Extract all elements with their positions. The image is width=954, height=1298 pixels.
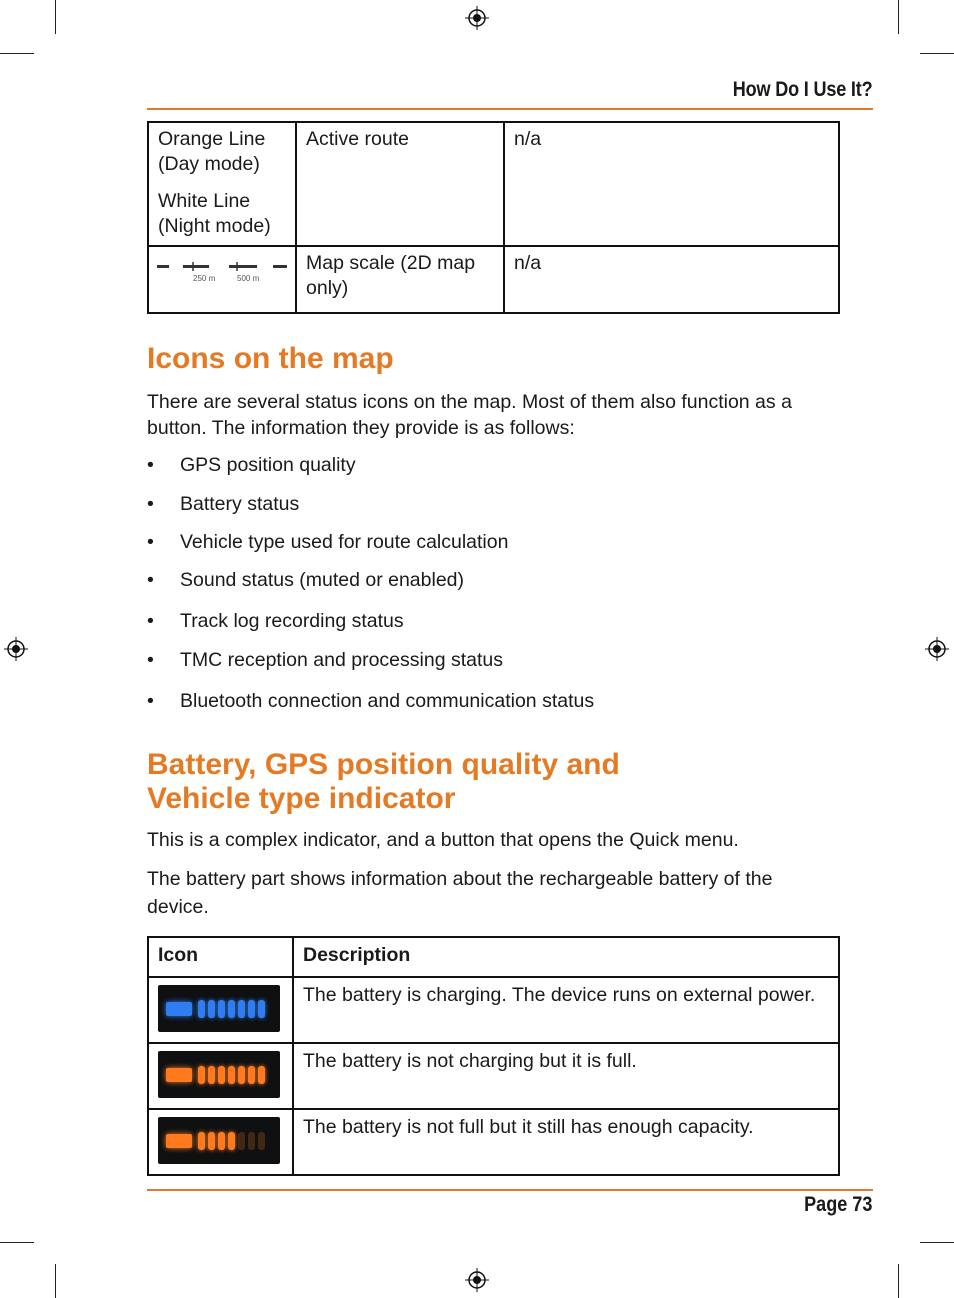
bullet-dot: • xyxy=(147,531,154,553)
battery-cell xyxy=(198,1132,205,1150)
battery-cell xyxy=(248,1132,255,1150)
description-cell: The battery is not charging but it is full. xyxy=(293,1043,839,1109)
legend-note-cell: n/a xyxy=(504,246,839,313)
battery-cell xyxy=(208,1066,215,1084)
running-header-title: How Do I Use It? xyxy=(732,78,872,101)
crop-mark xyxy=(55,1264,56,1298)
table-row xyxy=(148,122,839,246)
bullet-dot: • xyxy=(147,493,154,515)
battery-cell xyxy=(258,1066,265,1084)
plug-icon xyxy=(166,1068,192,1082)
battery-cell xyxy=(208,1000,215,1018)
description-cell: The battery is not full but it still has enough capacity. xyxy=(293,1109,839,1175)
list-item-text: Battery status xyxy=(180,493,300,515)
table-row xyxy=(148,1043,839,1109)
crop-mark xyxy=(0,53,34,54)
description-cell: The battery is charging. The device runs on external power. xyxy=(293,977,839,1043)
list-item-text: GPS position quality xyxy=(180,454,356,476)
table-row xyxy=(148,977,839,1043)
battery-cell xyxy=(218,1132,225,1150)
section-heading-battery xyxy=(147,748,620,816)
legend-item-label: Orange Line (Day mode) xyxy=(158,128,266,175)
plug-icon xyxy=(166,1134,192,1148)
battery-cell xyxy=(238,1000,245,1018)
bullet-dot: • xyxy=(147,610,154,632)
bullet-dot: • xyxy=(147,569,154,591)
icon-cell xyxy=(148,1043,293,1109)
column-header-icon: Icon xyxy=(148,937,293,977)
bullet-dot: • xyxy=(147,690,154,712)
registration-mark-icon xyxy=(4,637,28,661)
legend-item-cell xyxy=(148,246,296,313)
table-row xyxy=(148,1109,839,1175)
battery-cell xyxy=(228,1000,235,1018)
header-rule xyxy=(147,108,873,110)
list-item-text: Bluetooth connection and communication status xyxy=(180,690,595,712)
battery-paragraph: The battery part shows information about the rechargeable battery of the device. xyxy=(147,868,773,918)
registration-mark-icon xyxy=(465,6,489,30)
list-item-text: TMC reception and processing status xyxy=(180,649,503,671)
legend-note-cell: n/a xyxy=(504,122,839,246)
list-item-text: Sound status (muted or enabled) xyxy=(180,569,465,591)
scale-label: 250 m xyxy=(193,274,216,283)
registration-mark-icon xyxy=(925,637,949,661)
page-number: Page 73 xyxy=(803,1193,872,1216)
column-header-description: Description xyxy=(293,937,839,977)
battery-cell xyxy=(248,1066,255,1084)
table-header-row xyxy=(148,937,839,977)
battery-cell xyxy=(248,1000,255,1018)
battery-cell xyxy=(258,1132,265,1150)
battery-paragraph: This is a complex indicator, and a button that opens the Quick menu. xyxy=(147,829,739,851)
icon-cell xyxy=(148,1109,293,1175)
battery-cell xyxy=(228,1066,235,1084)
battery-charging-icon xyxy=(158,985,280,1032)
battery-cell xyxy=(218,1000,225,1018)
battery-cell xyxy=(218,1066,225,1084)
section-heading-line: Vehicle type indicator xyxy=(147,782,456,815)
crop-mark xyxy=(920,53,954,54)
bullet-dot: • xyxy=(147,454,154,476)
crop-mark xyxy=(55,0,56,34)
battery-cell xyxy=(258,1000,265,1018)
legend-item-cell xyxy=(148,122,296,246)
battery-cell xyxy=(208,1132,215,1150)
crop-mark xyxy=(898,1264,899,1298)
bullet-dot: • xyxy=(147,649,154,671)
map-scale-bar-icon xyxy=(157,261,287,285)
battery-partial-icon xyxy=(158,1117,280,1164)
table-row xyxy=(148,246,839,313)
registration-mark-icon xyxy=(465,1268,489,1292)
battery-cell xyxy=(228,1132,235,1150)
legend-meaning-cell: Active route xyxy=(296,122,504,246)
battery-icon-table xyxy=(147,936,840,1176)
plug-icon xyxy=(166,1002,192,1016)
battery-cell xyxy=(198,1066,205,1084)
legend-item-label: White Line (Night mode) xyxy=(158,190,271,237)
battery-cell xyxy=(198,1000,205,1018)
icon-cell xyxy=(148,977,293,1043)
crop-mark xyxy=(898,0,899,34)
map-legend-table xyxy=(147,121,840,314)
list-item-text: Vehicle type used for route calculation xyxy=(180,531,509,553)
crop-mark xyxy=(0,1242,34,1243)
battery-cell xyxy=(238,1066,245,1084)
section-heading-line: Battery, GPS position quality and xyxy=(147,748,620,781)
footer-rule xyxy=(147,1189,873,1191)
list-item-text: Track log recording status xyxy=(180,610,404,632)
section-heading-icons: Icons on the map xyxy=(147,342,394,375)
scale-label: 500 m xyxy=(237,274,260,283)
legend-meaning-cell: Map scale (2D map only) xyxy=(296,246,504,313)
battery-cell xyxy=(238,1132,245,1150)
battery-full-icon xyxy=(158,1051,280,1098)
crop-mark xyxy=(920,1242,954,1243)
icons-intro-paragraph: There are several status icons on the map. Most of them also function as a button. The information they provide is as follows: xyxy=(147,391,792,439)
